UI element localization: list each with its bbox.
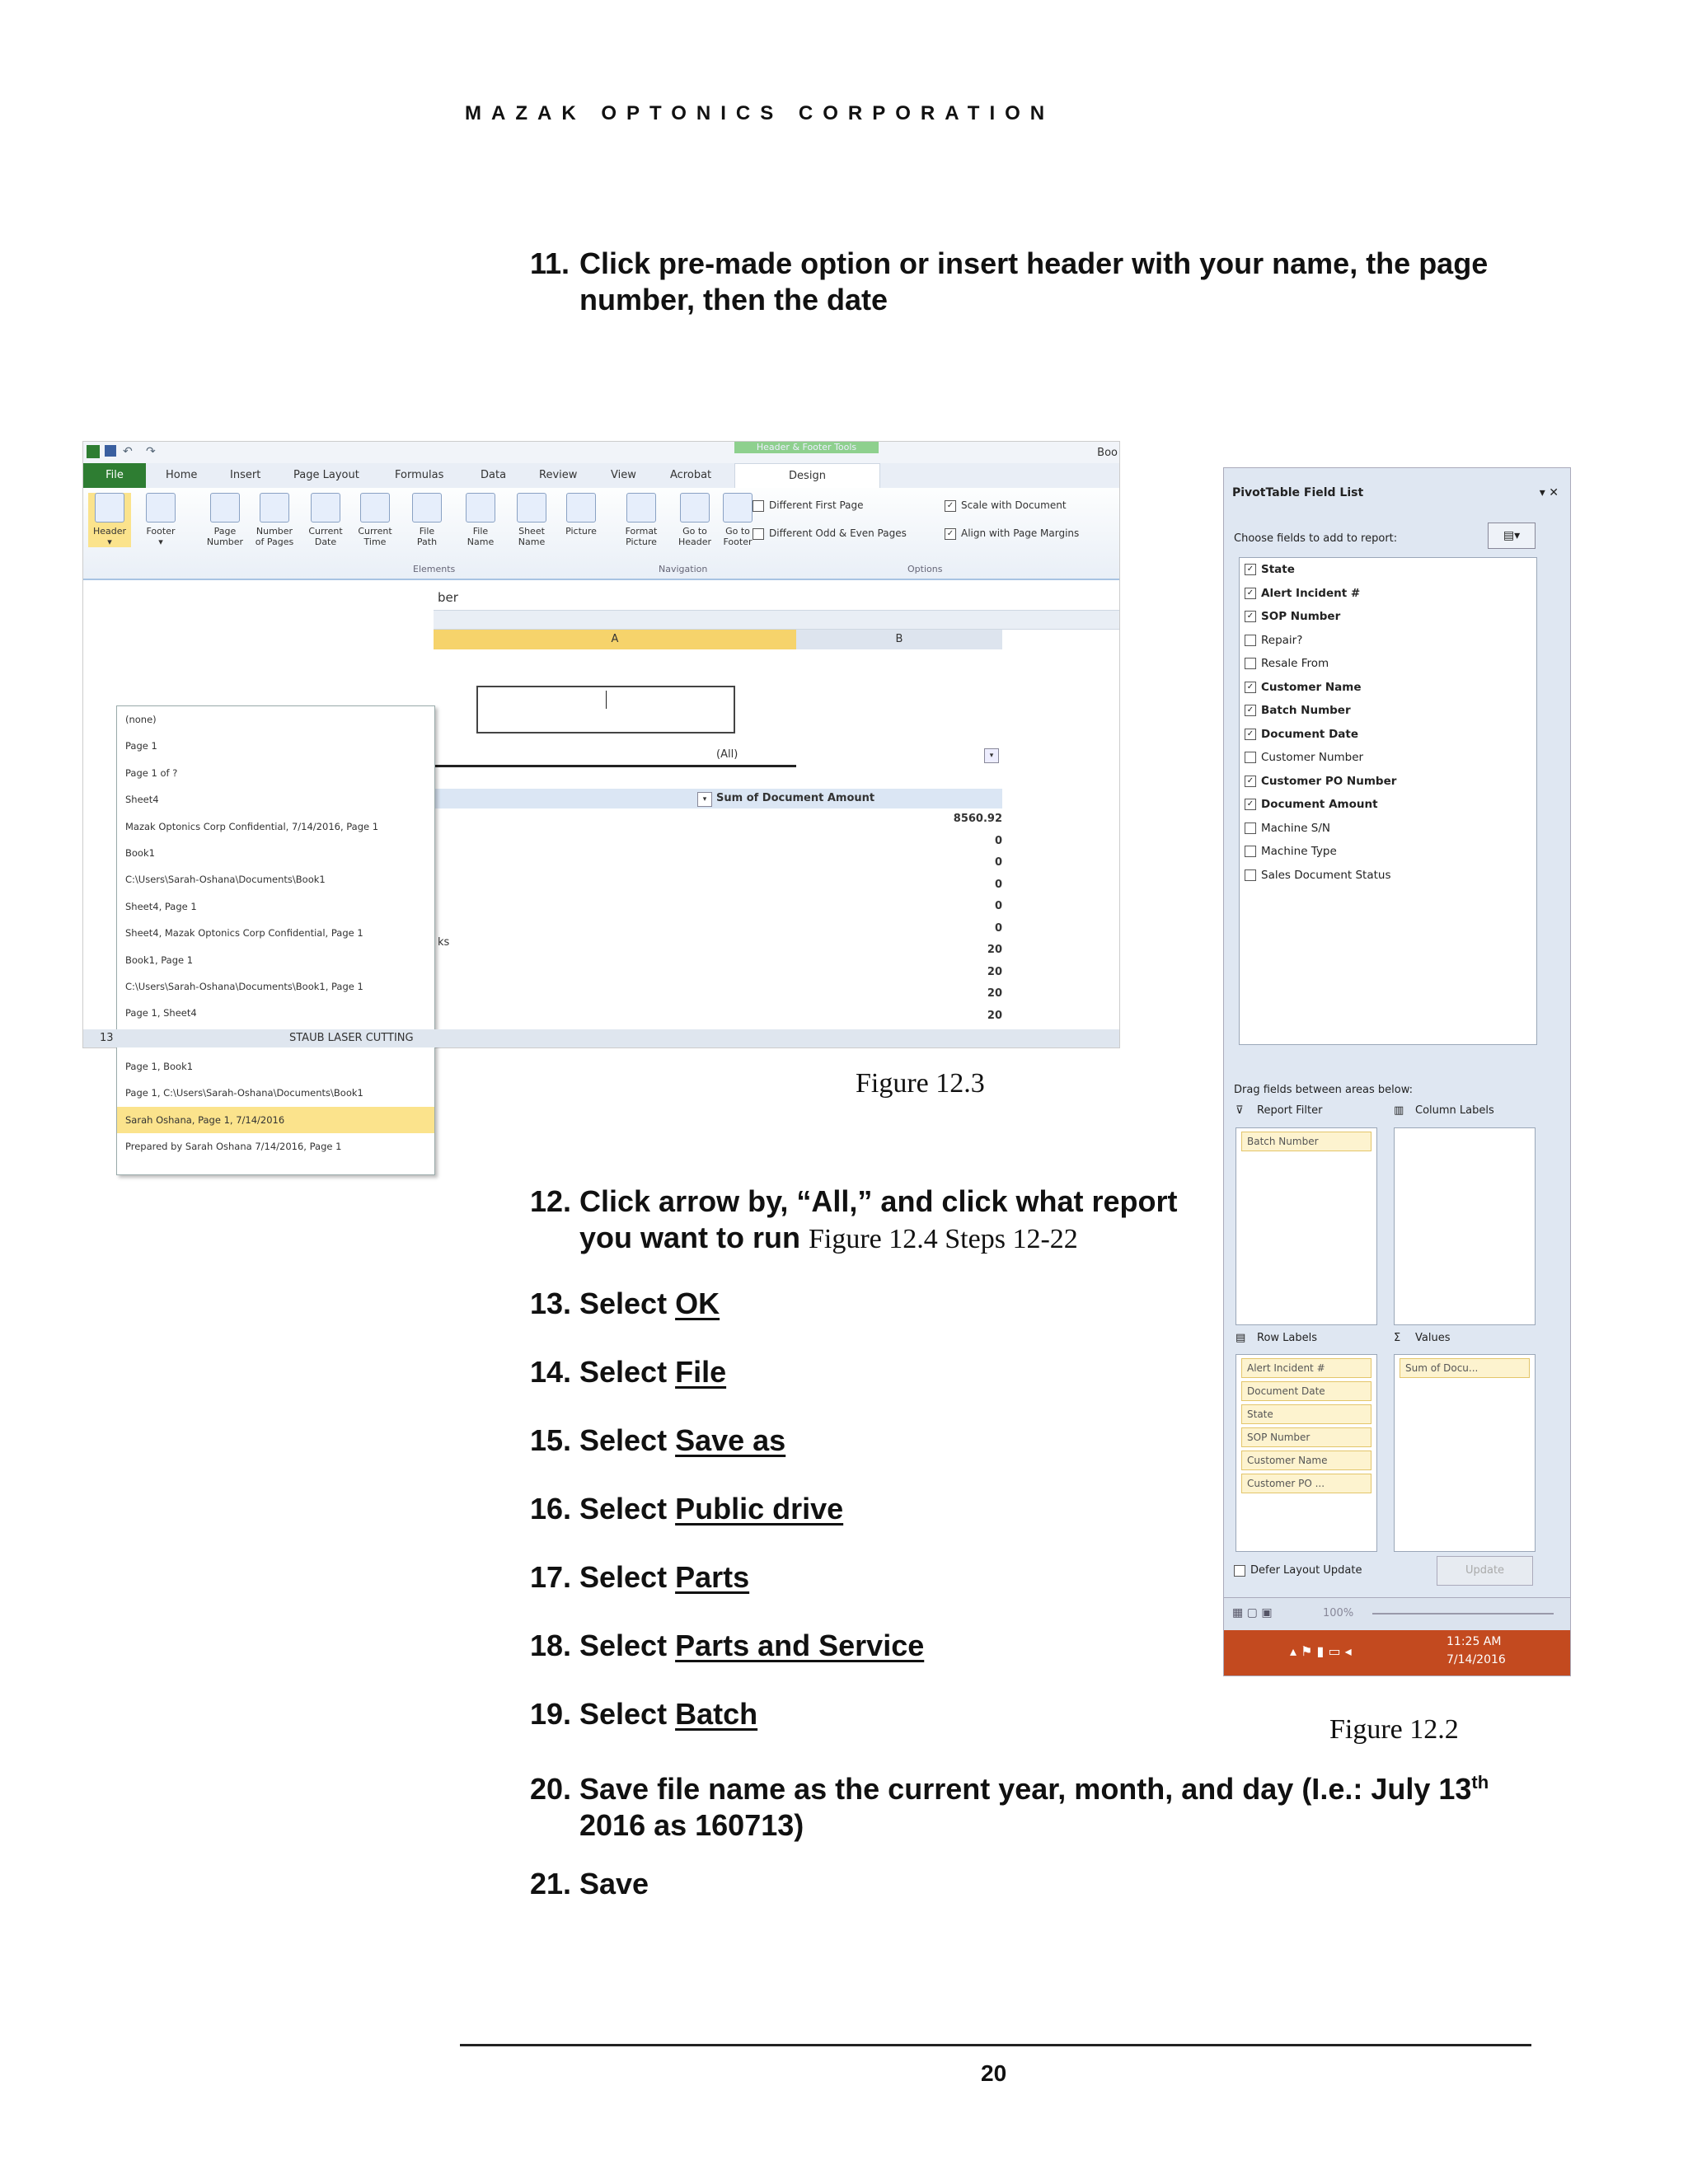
- status-bar: [83, 1029, 1119, 1047]
- step-link[interactable]: File: [675, 1355, 727, 1389]
- pivot-field-item[interactable]: [1240, 605, 1536, 629]
- checkbox-icon[interactable]: [1234, 1565, 1245, 1577]
- excel-title-bar: [83, 442, 1119, 464]
- step-11: [530, 246, 1488, 318]
- pivot-field-label: Batch Number: [1261, 704, 1351, 717]
- header-edit-box[interactable]: [476, 686, 735, 733]
- sigma-icon: Σ: [1394, 1332, 1401, 1344]
- step-text: Select: [579, 1286, 676, 1320]
- excel-logo-icon: [87, 445, 100, 458]
- pivot-field-item[interactable]: [1240, 840, 1536, 864]
- clock-time: 11:25 AM: [1447, 1635, 1502, 1648]
- ribbon-button-icon: [680, 493, 710, 523]
- checkbox-checked-icon[interactable]: ✓: [1245, 611, 1256, 622]
- pivot-field-item[interactable]: [1240, 652, 1536, 676]
- column-labels-label: Column Labels: [1415, 1104, 1494, 1117]
- group-elements: Elements: [413, 564, 456, 574]
- tab-data[interactable]: Data: [481, 469, 507, 481]
- step-number: 18.: [530, 1629, 572, 1662]
- step-text: Select: [579, 1629, 676, 1662]
- footer-rule: [460, 2044, 1531, 2046]
- filter-dropdown-icon[interactable]: ▾: [984, 748, 999, 763]
- ribbon-button[interactable]: [88, 493, 131, 547]
- row-label-chip[interactable]: State: [1241, 1404, 1372, 1424]
- header-menu-item[interactable]: Mazak Optonics Corp Confidential, 7/14/2016, Page 1: [125, 820, 379, 832]
- tab-acrobat[interactable]: Acrobat: [670, 469, 712, 481]
- column-b-header[interactable]: B: [796, 630, 1002, 649]
- checkbox-icon[interactable]: [1245, 752, 1256, 763]
- ribbon: [83, 488, 1119, 580]
- drag-fields-label: Drag fields between areas below:: [1234, 1084, 1414, 1096]
- header-menu-item[interactable]: Page 1: [125, 740, 157, 752]
- sum-header: Sum of Document Amount: [716, 792, 875, 804]
- step-text: Select: [579, 1560, 676, 1594]
- pivot-value-cell: 20: [987, 944, 1002, 956]
- company-header: MAZAK OPTONICS CORPORATION: [465, 102, 1055, 124]
- figure-12-4-reference: Figure 12.4 Steps 12-22: [809, 1224, 1078, 1254]
- step-number: 11.: [530, 246, 570, 280]
- step-12: [530, 1183, 1178, 1258]
- ribbon-button-label: Format: [625, 526, 658, 537]
- tab-page-layout[interactable]: Page Layout: [293, 469, 359, 481]
- dropdown-arrow-icon[interactable]: ▾: [697, 792, 712, 807]
- ribbon-button-label: Sheet: [518, 526, 545, 537]
- header-menu-item[interactable]: Sarah Oshana, Page 1, 7/14/2016: [117, 1107, 434, 1133]
- ribbon-button-label-2: Time: [363, 537, 387, 547]
- ribbon-button[interactable]: [304, 493, 347, 547]
- tab-design[interactable]: Design: [734, 463, 880, 489]
- group-navigation: Navigation: [659, 564, 708, 574]
- step-select: [530, 1491, 843, 1527]
- ribbon-button-label: Header: [92, 526, 127, 537]
- ribbon-button-label: Current: [358, 526, 392, 537]
- ribbon-tabs: [83, 463, 1119, 489]
- ribbon-button[interactable]: [406, 493, 448, 547]
- ribbon-button[interactable]: [354, 493, 396, 547]
- taskbar: [1224, 1630, 1570, 1675]
- pivot-value-cell: 20: [987, 1009, 1002, 1022]
- header-menu-item[interactable]: Sheet4, Mazak Optonics Corp Confidential, Page 1: [125, 927, 363, 940]
- pivot-field-item[interactable]: [1240, 582, 1536, 606]
- step-text-cont: 2016 as 160713): [579, 1808, 804, 1842]
- step-number: 21.: [530, 1867, 572, 1900]
- choose-fields-label: Choose fields to add to report:: [1234, 532, 1398, 545]
- pivot-value-cell: 0: [994, 856, 1002, 869]
- value-chip[interactable]: Sum of Docu...: [1400, 1358, 1530, 1378]
- pivot-field-item[interactable]: [1240, 793, 1536, 817]
- header-dropdown-menu: [116, 705, 435, 1175]
- ruler: [434, 610, 1119, 630]
- ribbon-button-icon: [260, 493, 289, 523]
- pivot-field-item[interactable]: [1240, 746, 1536, 770]
- row-labels-label: Row Labels: [1257, 1332, 1318, 1344]
- close-icon[interactable]: ▾ ✕: [1539, 486, 1559, 499]
- option-different-odd-even[interactable]: Different Odd & Even Pages: [753, 527, 907, 540]
- step-20: [530, 1765, 1540, 1844]
- pivot-field-label: Customer Number: [1261, 751, 1364, 764]
- checkbox-icon[interactable]: [1245, 869, 1256, 881]
- pivot-field-label: SOP Number: [1261, 610, 1341, 623]
- step-text: Select: [579, 1423, 676, 1457]
- column-labels-area[interactable]: [1394, 1127, 1536, 1325]
- step-number: 12.: [530, 1184, 572, 1218]
- pivot-field-label: Customer PO Number: [1261, 774, 1397, 788]
- step-link[interactable]: Parts: [675, 1560, 750, 1594]
- figure-12-3-caption: Figure 12.3: [856, 1068, 985, 1099]
- undo-icon[interactable]: ↶: [123, 445, 133, 458]
- row-label-chip[interactable]: SOP Number: [1241, 1427, 1372, 1447]
- ribbon-button[interactable]: [620, 493, 663, 547]
- step-text: Click pre-made option or insert header with your name, the page: [579, 246, 1489, 280]
- values-label: Values: [1415, 1332, 1451, 1344]
- pivot-field-label: Customer Name: [1261, 680, 1362, 694]
- tab-review[interactable]: Review: [539, 469, 578, 481]
- ribbon-button-icon: [517, 493, 546, 523]
- step-select: [530, 1286, 720, 1322]
- step-select: [530, 1422, 785, 1459]
- values-area[interactable]: [1394, 1354, 1536, 1552]
- checkbox-icon[interactable]: [1245, 635, 1256, 646]
- ribbon-button-icon: [146, 493, 176, 523]
- header-menu-item[interactable]: Page 1, C:\Users\Sarah-Oshana\Documents\Book1: [125, 1087, 363, 1099]
- pivot-value-cell: 20: [987, 965, 1002, 978]
- row-label-chip[interactable]: Customer Name: [1241, 1451, 1372, 1470]
- step-text-cont: you want to run: [579, 1221, 800, 1254]
- filter-chip[interactable]: Batch Number: [1241, 1132, 1372, 1151]
- text-cursor: [606, 691, 607, 709]
- header-menu-item[interactable]: C:\Users\Sarah-Oshana\Documents\Book1: [125, 874, 326, 886]
- sheet-number: 13: [100, 1032, 114, 1044]
- step-number: 19.: [530, 1697, 572, 1731]
- cell-fragment: ks: [438, 936, 450, 949]
- ribbon-button-icon: [210, 493, 240, 523]
- pivot-field-label: Repair?: [1261, 633, 1303, 647]
- filter-value[interactable]: (All): [716, 748, 738, 761]
- ribbon-button-label: Go to: [682, 526, 707, 537]
- ribbon-button-label-2: ▾: [158, 537, 163, 547]
- row-label-chip[interactable]: Document Date: [1241, 1381, 1372, 1401]
- step-number: 20.: [530, 1772, 572, 1806]
- ribbon-button-label-2: Path: [416, 537, 438, 547]
- ribbon-button[interactable]: [510, 493, 553, 547]
- ribbon-button-label: Picture: [565, 526, 597, 537]
- ribbon-button-label: Page: [213, 526, 237, 537]
- pivot-field-label: Alert Incident #: [1261, 586, 1361, 600]
- page-number: 20: [981, 2060, 1007, 2086]
- field-list: [1239, 557, 1537, 1045]
- sheet-tab-label[interactable]: STAUB LASER CUTTING: [289, 1032, 414, 1044]
- step-link[interactable]: OK: [675, 1286, 720, 1320]
- pivot-field-item[interactable]: [1240, 817, 1536, 841]
- ribbon-button-label-2: Footer: [723, 537, 753, 547]
- step-number: 16.: [530, 1492, 572, 1526]
- step-select: [530, 1559, 749, 1596]
- clock-date: 7/14/2016: [1447, 1653, 1506, 1666]
- save-icon[interactable]: [105, 445, 116, 457]
- filter-row: [434, 745, 796, 767]
- ribbon-button-icon: [626, 493, 656, 523]
- tab-insert[interactable]: Insert: [230, 469, 261, 481]
- ribbon-button-icon: [360, 493, 390, 523]
- checkbox-checked-icon[interactable]: ✓: [1245, 682, 1256, 693]
- ribbon-button-label-2: Name: [467, 537, 495, 547]
- pivot-field-item[interactable]: [1240, 723, 1536, 747]
- row-label-chip[interactable]: Customer PO ...: [1241, 1474, 1372, 1493]
- step-link[interactable]: Save as: [675, 1423, 786, 1457]
- ribbon-button-label-2: Picture: [626, 537, 657, 547]
- ribbon-button-label: Number: [256, 526, 293, 537]
- step-text: Save file name as the current year, month, and day (I.e.: July 13: [579, 1772, 1472, 1806]
- window-title: Boo: [1097, 447, 1118, 459]
- ribbon-button-icon: [95, 493, 124, 523]
- zoom-level: 100%: [1323, 1607, 1354, 1619]
- pivot-field-item[interactable]: [1240, 864, 1536, 888]
- view-icons[interactable]: ▦ ▢ ▣: [1232, 1606, 1273, 1619]
- checkbox-checked-icon[interactable]: ✓: [945, 528, 956, 540]
- step-select: [530, 1628, 924, 1664]
- ribbon-button-icon: [466, 493, 495, 523]
- pivot-field-item[interactable]: [1240, 558, 1536, 582]
- step-number: 13.: [530, 1286, 572, 1320]
- report-filter-area[interactable]: [1236, 1127, 1377, 1325]
- header-menu-item[interactable]: C:\Users\Sarah-Oshana\Documents\Book1, Page 1: [125, 980, 363, 992]
- ribbon-button-label-2: Date: [314, 537, 337, 547]
- step-text: Select: [579, 1697, 676, 1731]
- header-menu-item[interactable]: Prepared by Sarah Oshana 7/14/2016, Page 1: [125, 1141, 342, 1153]
- tab-formulas[interactable]: Formulas: [395, 469, 444, 481]
- ribbon-button[interactable]: [139, 493, 182, 547]
- checkbox-checked-icon[interactable]: ✓: [1245, 799, 1256, 810]
- pivot-value-cell: 0: [994, 834, 1002, 847]
- pivot-field-item[interactable]: [1240, 699, 1536, 723]
- ribbon-button-label: File: [419, 526, 435, 537]
- tray-icons[interactable]: ▴ ⚑ ▮ ▭ ◂: [1290, 1643, 1352, 1659]
- step-number: 17.: [530, 1560, 572, 1594]
- ribbon-button-label-2: Name: [518, 537, 546, 547]
- redo-icon[interactable]: ↷: [146, 445, 156, 458]
- tab-home[interactable]: Home: [166, 469, 198, 481]
- step-text: Select: [579, 1492, 676, 1526]
- header-menu-item[interactable]: Book1: [125, 846, 155, 859]
- step-text: Select: [579, 1355, 676, 1389]
- pivot-field-list-screenshot: [1223, 467, 1571, 1676]
- ribbon-button[interactable]: [673, 493, 716, 547]
- zoom-slider[interactable]: [1372, 1613, 1554, 1615]
- checkbox-checked-icon[interactable]: ✓: [945, 500, 956, 512]
- ribbon-button-label-2: ▾: [107, 537, 112, 547]
- rows-icon: ▤: [1236, 1332, 1246, 1344]
- ribbon-button[interactable]: [716, 493, 759, 547]
- ribbon-button[interactable]: [253, 493, 296, 547]
- pivot-value-cell: 8560.92: [953, 813, 1002, 825]
- step-select: [530, 1354, 726, 1390]
- checkbox-icon[interactable]: [1245, 823, 1256, 834]
- ribbon-button-label: Footer: [146, 526, 176, 537]
- columns-icon: ▥: [1394, 1104, 1404, 1117]
- step-link[interactable]: Public drive: [675, 1492, 844, 1526]
- option-align-with-margins[interactable]: ✓ Align with Page Margins: [945, 527, 1079, 540]
- pivot-field-label: Document Date: [1261, 727, 1359, 741]
- ribbon-button-icon: [566, 493, 596, 523]
- ribbon-button[interactable]: [459, 493, 502, 547]
- pivot-value-cell: 0: [994, 921, 1002, 935]
- ribbon-button-icon: [723, 493, 753, 523]
- ribbon-button[interactable]: [204, 493, 246, 547]
- row-label-chip[interactable]: Alert Incident #: [1241, 1358, 1372, 1378]
- step-select: [530, 1696, 757, 1732]
- header-menu-item[interactable]: (none): [125, 714, 157, 725]
- checkbox-icon[interactable]: [1245, 658, 1256, 669]
- ordinal-suffix: th: [1471, 1772, 1489, 1793]
- ribbon-button-label-2: Header: [678, 537, 712, 547]
- ribbon-button-label-2: Number: [206, 537, 244, 547]
- header-menu-item[interactable]: Page 1, Sheet4: [125, 1007, 197, 1019]
- header-menu-item[interactable]: Page 1 of ?: [125, 766, 178, 779]
- tab-file[interactable]: File: [83, 463, 146, 488]
- row-labels-area[interactable]: [1236, 1354, 1377, 1552]
- pivot-value-cell: 0: [994, 878, 1002, 891]
- header-menu-item[interactable]: Book1, Page 1: [125, 954, 194, 966]
- ribbon-button-label: Current: [308, 526, 343, 537]
- pivot-field-item[interactable]: [1240, 629, 1536, 653]
- step-text: Click arrow by, “All,” and click what report: [579, 1184, 1178, 1218]
- header-menu-item[interactable]: Page 1, Book1: [125, 1061, 194, 1073]
- pivot-field-label: Sales Document Status: [1261, 868, 1391, 882]
- figure-12-2-caption: Figure 12.2: [1329, 1714, 1459, 1745]
- step-link[interactable]: Batch: [675, 1697, 758, 1731]
- column-a-header[interactable]: A: [434, 630, 796, 649]
- group-options: Options: [907, 564, 943, 574]
- context-tab-label: Header & Footer Tools: [734, 442, 879, 453]
- update-button[interactable]: Update: [1437, 1556, 1533, 1586]
- ribbon-button-label: Go to: [725, 526, 750, 537]
- pivot-value-cell: 0: [994, 900, 1002, 912]
- option-scale-with-document[interactable]: ✓ Scale with Document: [945, 499, 1067, 512]
- ribbon-button-label-2: of Pages: [255, 537, 294, 547]
- step-text: Save: [579, 1867, 649, 1900]
- ribbon-button-icon: [311, 493, 340, 523]
- zoom-bar: [1224, 1597, 1570, 1631]
- step-number: 15.: [530, 1423, 572, 1457]
- pivot-field-label: Machine S/N: [1261, 821, 1331, 835]
- ribbon-button[interactable]: [560, 493, 603, 537]
- name-box-text: ber: [438, 590, 458, 605]
- pivot-panel-title: PivotTable Field List: [1232, 486, 1364, 499]
- ribbon-button-label: File: [472, 526, 489, 537]
- checkbox-checked-icon[interactable]: ✓: [1245, 705, 1256, 716]
- pivot-field-label: State: [1261, 563, 1295, 576]
- pivot-field-item[interactable]: [1240, 676, 1536, 700]
- defer-layout-update[interactable]: Defer Layout Update: [1234, 1564, 1362, 1577]
- checkbox-checked-icon[interactable]: ✓: [1245, 564, 1256, 575]
- pivot-value-cell: 20: [987, 987, 1002, 1000]
- pivot-field-label: Resale From: [1261, 657, 1329, 670]
- pivot-field-label: Machine Type: [1261, 845, 1337, 858]
- tab-view[interactable]: View: [611, 469, 636, 481]
- step-link[interactable]: Parts and Service: [675, 1629, 925, 1662]
- layout-button-icon[interactable]: ▤▾: [1488, 523, 1536, 549]
- header-menu-item[interactable]: Sheet4: [125, 794, 159, 806]
- checkbox-checked-icon[interactable]: ✓: [1245, 776, 1256, 787]
- option-different-first-page[interactable]: Different First Page: [753, 499, 864, 512]
- filter-icon: ⊽: [1236, 1104, 1244, 1117]
- step-number: 14.: [530, 1355, 572, 1389]
- report-filter-label: Report Filter: [1257, 1104, 1323, 1117]
- step-text-cont: number, then the date: [579, 283, 889, 316]
- checkbox-checked-icon[interactable]: ✓: [1245, 588, 1256, 599]
- checkbox-icon[interactable]: [1245, 846, 1256, 857]
- pivot-field-label: Document Amount: [1261, 798, 1378, 811]
- ribbon-button-icon: [412, 493, 442, 523]
- checkbox-checked-icon[interactable]: ✓: [1245, 729, 1256, 740]
- step-21: [530, 1866, 649, 1902]
- pivot-field-item[interactable]: [1240, 770, 1536, 794]
- header-menu-item[interactable]: Sheet4, Page 1: [125, 900, 197, 912]
